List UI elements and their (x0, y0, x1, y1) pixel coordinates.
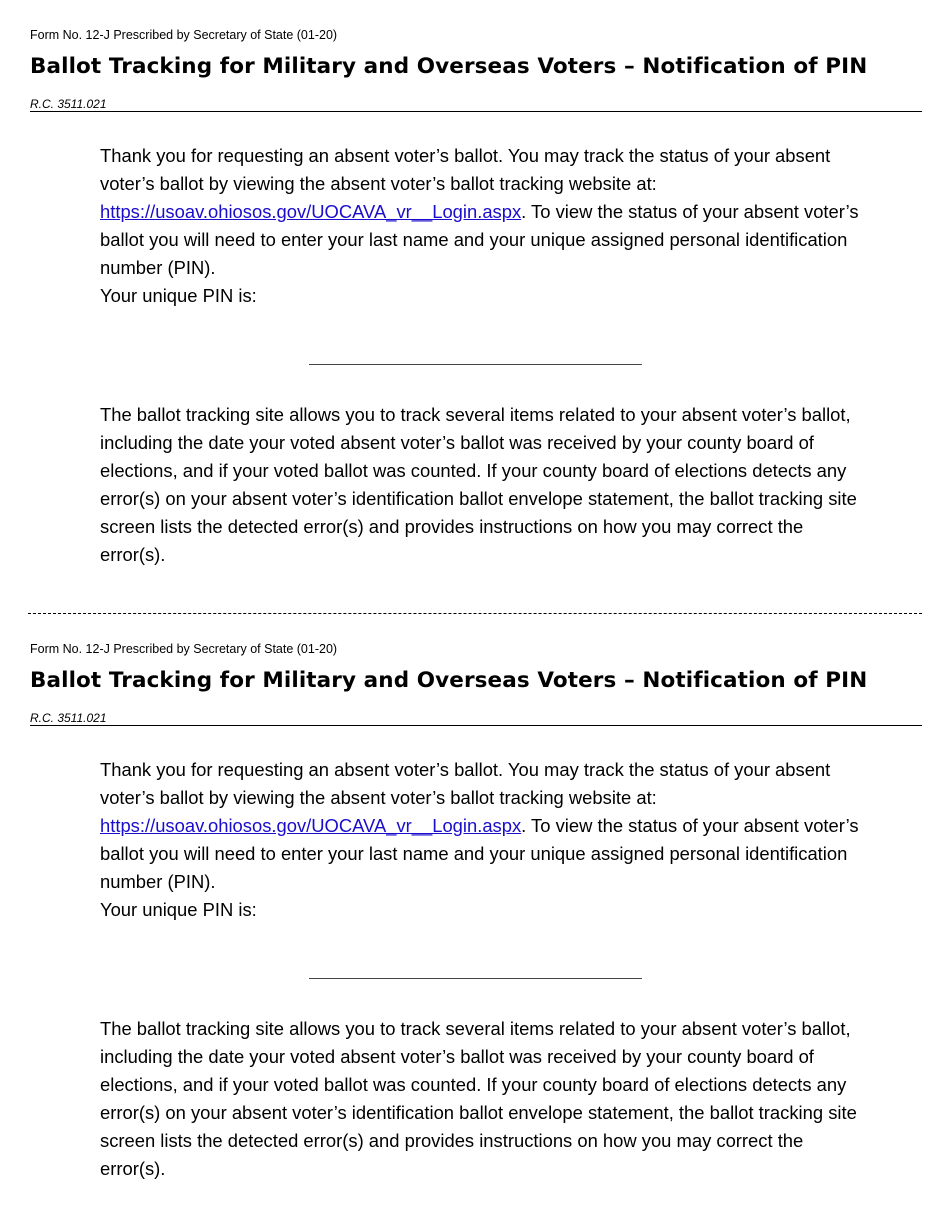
ballot-tracking-link[interactable]: https://usoav.ohiosos.gov/UOCAVA_vr__Login.aspx (100, 201, 522, 222)
tracking-info-paragraph: The ballot tracking site allows you to track several items related to your absent voter’s ballot, including the date your voted absent voter’s ballot was received by your county board of elections, and if your voted ballot was counted. If your county board of elections detects any error(s) on your absent voter’s identification ballot envelope statement, the ballot tracking site screen lists the detected error(s) and provides instructions on how you may correct the error(s). (100, 1018, 857, 1179)
intro-text-after-link: . To view the status of your absent voter’s ballot you will need to enter your last name and your unique assigned personal identification number (PIN). (100, 201, 859, 278)
intro-text-before-link: Thank you for requesting an absent voter’s ballot. You may track the status of your absent voter’s ballot by viewing the absent voter’s ballot tracking website at: (100, 759, 831, 808)
form-title: Ballot Tracking for Military and Overseas Voters – Notification of PIN (30, 54, 868, 79)
form-copy-top (0, 0, 950, 600)
statute-reference: R.C. 3511.021 (30, 711, 107, 725)
form-number: Form No. 12-J Prescribed by Secretary of State (01-20) (30, 642, 338, 656)
header-divider (30, 725, 922, 726)
header-divider (30, 111, 922, 112)
ballot-tracking-link[interactable]: https://usoav.ohiosos.gov/UOCAVA_vr__Login.aspx (100, 815, 522, 836)
pin-entry-line (309, 978, 642, 979)
intro-text-after-link: . To view the status of your absent voter’s ballot you will need to enter your last name and your unique assigned personal identification number (PIN). (100, 815, 859, 892)
pin-label: Your unique PIN is: (100, 899, 257, 920)
tracking-info-paragraph: The ballot tracking site allows you to track several items related to your absent voter’s ballot, including the date your voted absent voter’s ballot was received by your county board of elections, and if your voted ballot was counted. If your county board of elections detects any error(s) on your absent voter’s identification ballot envelope statement, the ballot tracking site screen lists the detected error(s) and provides instructions on how you may correct the error(s). (100, 404, 857, 565)
form-number: Form No. 12-J Prescribed by Secretary of State (01-20) (30, 28, 338, 42)
form-title: Ballot Tracking for Military and Overseas Voters – Notification of PIN (30, 668, 868, 693)
statute-reference: R.C. 3511.021 (30, 97, 107, 111)
intro-paragraph (100, 756, 860, 896)
intro-text-before-link: Thank you for requesting an absent voter’s ballot. You may track the status of your absent voter’s ballot by viewing the absent voter’s ballot tracking website at: (100, 145, 831, 194)
pin-label: Your unique PIN is: (100, 285, 257, 306)
form-copy-bottom (0, 614, 950, 1214)
intro-paragraph (100, 142, 860, 282)
pin-entry-line (309, 364, 642, 365)
